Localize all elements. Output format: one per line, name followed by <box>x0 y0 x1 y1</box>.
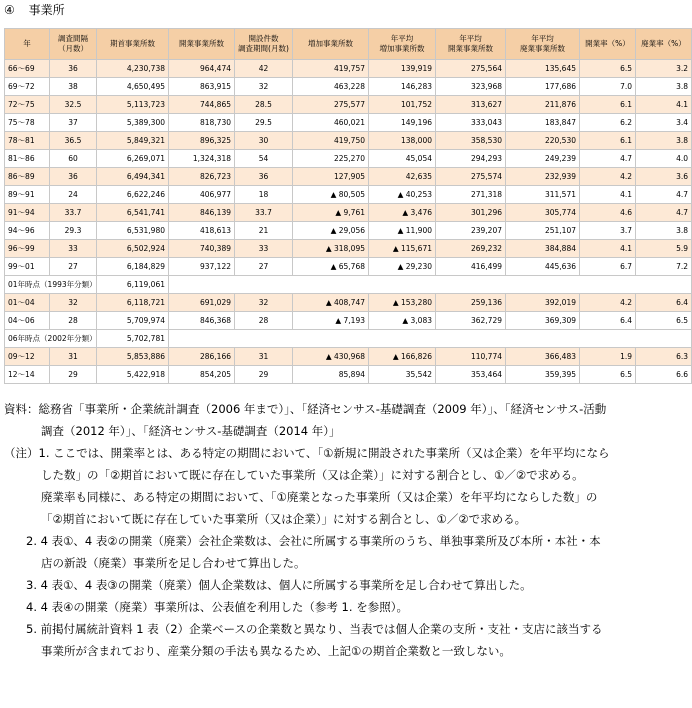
table-cell: 359,395 <box>506 366 580 384</box>
note-1-line-2: した数」の「②期首において既に存在していた事業所（又は企業）」に対する割合とし、①／②で求める。 <box>41 468 584 482</box>
table-cell: 135,645 <box>506 60 580 78</box>
table-cell: 35,542 <box>369 366 436 384</box>
table-cell: 4.1 <box>580 186 636 204</box>
table-cell: 826,723 <box>169 168 235 186</box>
table-row <box>5 294 692 312</box>
table-cell: 313,627 <box>436 96 506 114</box>
table-cell: 4.1 <box>580 240 636 258</box>
table-cell: 33 <box>50 240 97 258</box>
table-cell: 211,876 <box>506 96 580 114</box>
column-header: 開設件数 調査期間(月数) <box>235 29 293 60</box>
table-cell: 740,389 <box>169 240 235 258</box>
table-cell: 139,919 <box>369 60 436 78</box>
table-cell: 358,530 <box>436 132 506 150</box>
table-cell: 37 <box>50 114 97 132</box>
table-cell: 3.8 <box>636 132 692 150</box>
table-cell: 32 <box>235 294 293 312</box>
table-cell: 33 <box>235 240 293 258</box>
column-header: 年平均 廃業事業所数 <box>506 29 580 60</box>
section-label: 事業所 <box>28 3 65 17</box>
table-cell: 36 <box>235 168 293 186</box>
note-4: 4. 4 表④の開業（廃業）事業所は、公表値を利用した（参考 1. を参照）。 <box>26 600 408 614</box>
column-header: 増加事業所数 <box>293 29 369 60</box>
table-row <box>5 150 692 168</box>
note-value: 6,119,061 <box>97 276 169 294</box>
column-header: 開業率（%） <box>580 29 636 60</box>
table-cell: 4.6 <box>580 204 636 222</box>
table-cell: ▲ 153,280 <box>369 294 436 312</box>
table-row <box>5 114 692 132</box>
table-cell: 6,269,071 <box>97 150 169 168</box>
table-cell: 937,122 <box>169 258 235 276</box>
table-cell: 4.2 <box>580 294 636 312</box>
table-cell: 4,230,738 <box>97 60 169 78</box>
table-cell: ▲ 40,253 <box>369 186 436 204</box>
table-cell: 4.1 <box>636 96 692 114</box>
table-cell: 333,043 <box>436 114 506 132</box>
table-row <box>5 204 692 222</box>
table-cell: 406,977 <box>169 186 235 204</box>
table-cell: 6.7 <box>580 258 636 276</box>
table-cell: 5,389,300 <box>97 114 169 132</box>
table-cell: 460,021 <box>293 114 369 132</box>
table-cell: 04～06 <box>5 312 50 330</box>
column-header: 廃業率（%） <box>636 29 692 60</box>
table-cell: 4.7 <box>636 204 692 222</box>
table-cell: 6.6 <box>636 366 692 384</box>
table-row <box>5 132 692 150</box>
empty-cell <box>169 276 692 294</box>
table-cell: 220,530 <box>506 132 580 150</box>
table-cell: 54 <box>235 150 293 168</box>
table-cell: 127,905 <box>293 168 369 186</box>
table-cell: 1,324,318 <box>169 150 235 168</box>
table-cell: 94～96 <box>5 222 50 240</box>
table-cell: 275,574 <box>436 168 506 186</box>
table-row <box>5 168 692 186</box>
table-cell: 3.8 <box>636 222 692 240</box>
table-cell: 362,729 <box>436 312 506 330</box>
table-cell: 6.4 <box>580 312 636 330</box>
table-cell: 294,293 <box>436 150 506 168</box>
table-cell: 24 <box>50 186 97 204</box>
table-cell: 392,019 <box>506 294 580 312</box>
table-cell: 286,166 <box>169 348 235 366</box>
table-cell: ▲ 29,230 <box>369 258 436 276</box>
table-header-row <box>5 29 692 60</box>
table-cell: 275,577 <box>293 96 369 114</box>
table-cell: 7.0 <box>580 78 636 96</box>
table-cell: 846,368 <box>169 312 235 330</box>
table-cell: 28 <box>235 312 293 330</box>
table-cell: 232,939 <box>506 168 580 186</box>
table-row <box>5 240 692 258</box>
table-cell: 5,422,918 <box>97 366 169 384</box>
table-cell: 138,000 <box>369 132 436 150</box>
table-cell: 3.6 <box>636 168 692 186</box>
note-1-line-4: 「②期首において既に存在していた事業所（又は企業）」に対する割合とし、①／②で求める。 <box>41 512 527 526</box>
table-row <box>5 312 692 330</box>
table-cell: 6.5 <box>580 60 636 78</box>
table-cell: 4,650,495 <box>97 78 169 96</box>
table-cell: 964,474 <box>169 60 235 78</box>
table-cell: 818,730 <box>169 114 235 132</box>
table-cell: 86～89 <box>5 168 50 186</box>
table-cell: 30 <box>235 132 293 150</box>
table-cell: 416,499 <box>436 258 506 276</box>
table-cell: 249,239 <box>506 150 580 168</box>
table-cell: 6,541,741 <box>97 204 169 222</box>
table-cell: 353,464 <box>436 366 506 384</box>
table-cell: 32.5 <box>50 96 97 114</box>
table-cell: 31 <box>50 348 97 366</box>
table-cell: ▲ 65,768 <box>293 258 369 276</box>
table-cell: 4.7 <box>580 150 636 168</box>
table-cell: 5,853,886 <box>97 348 169 366</box>
table-cell: 418,613 <box>169 222 235 240</box>
table-cell: 78～81 <box>5 132 50 150</box>
table-cell: 6,622,246 <box>97 186 169 204</box>
table-cell: 744,865 <box>169 96 235 114</box>
table-cell: 32 <box>235 78 293 96</box>
classification-note-row <box>5 330 692 348</box>
table-cell: 896,325 <box>169 132 235 150</box>
table-cell: 275,564 <box>436 60 506 78</box>
table-cell: 69～72 <box>5 78 50 96</box>
table-cell: 269,232 <box>436 240 506 258</box>
column-header: 期首事業所数 <box>97 29 169 60</box>
table-cell: 36 <box>50 168 97 186</box>
section-title <box>4 0 65 20</box>
table-row <box>5 222 692 240</box>
table-cell: 85,894 <box>293 366 369 384</box>
table-cell: 6.1 <box>580 132 636 150</box>
table-cell: ▲ 11,900 <box>369 222 436 240</box>
table-cell: 09～12 <box>5 348 50 366</box>
table-cell: 42 <box>235 60 293 78</box>
table-cell: ▲ 7,193 <box>293 312 369 330</box>
table-cell: 419,750 <box>293 132 369 150</box>
table-cell: 91～94 <box>5 204 50 222</box>
table-cell: 110,774 <box>436 348 506 366</box>
table-cell: 323,968 <box>436 78 506 96</box>
table-cell: 6,502,924 <box>97 240 169 258</box>
table-cell: 27 <box>50 258 97 276</box>
table-cell: 4.2 <box>580 168 636 186</box>
table-cell: 6,184,829 <box>97 258 169 276</box>
table-cell: ▲ 115,671 <box>369 240 436 258</box>
table-cell: 42,635 <box>369 168 436 186</box>
column-header: 年 <box>5 29 50 60</box>
table-cell: 12～14 <box>5 366 50 384</box>
table-cell: 5,113,723 <box>97 96 169 114</box>
section-number: ④ <box>4 3 15 17</box>
table-cell: 21 <box>235 222 293 240</box>
note-5-line-1: 5. 前掲付属統計資料 1 表（2）企業ベースの企業数と異なり、当表では個人企業の支所・支社・支店に該当する <box>26 622 603 636</box>
table-cell: 89～91 <box>5 186 50 204</box>
column-header: 開業事業所数 <box>169 29 235 60</box>
table-cell: 3.2 <box>636 60 692 78</box>
establishment-statistics-table <box>4 28 692 384</box>
table-cell: 311,571 <box>506 186 580 204</box>
table-cell: 259,136 <box>436 294 506 312</box>
table-cell: 691,029 <box>169 294 235 312</box>
empty-cell <box>169 330 692 348</box>
table-cell: ▲ 29,056 <box>293 222 369 240</box>
note-label: 06年時点（2002年分類） <box>5 330 97 348</box>
note-3: 3. 4 表①、4 表③の開業（廃業）個人企業数は、個人に所属する事業所を足し合わせて算出した。 <box>26 578 532 592</box>
table-cell: 6.1 <box>580 96 636 114</box>
table-cell: 60 <box>50 150 97 168</box>
table-cell: 29.3 <box>50 222 97 240</box>
table-cell: 29.5 <box>235 114 293 132</box>
table-cell: 4.7 <box>636 186 692 204</box>
column-header: 年平均 開業事業所数 <box>436 29 506 60</box>
table-cell: 5,849,321 <box>97 132 169 150</box>
table-cell: 3.8 <box>636 78 692 96</box>
table-cell: 81～86 <box>5 150 50 168</box>
table-cell: 6.5 <box>636 312 692 330</box>
table-cell: 301,296 <box>436 204 506 222</box>
table-cell: 369,309 <box>506 312 580 330</box>
source-line-1: 資料：総務省「事業所・企業統計調査（2006 年まで）」、「経済センサス-基礎調査（2009 年）」、「経済センサス-活動 <box>4 402 607 416</box>
table-cell: 27 <box>235 258 293 276</box>
table-cell: 239,207 <box>436 222 506 240</box>
table-cell: 3.4 <box>636 114 692 132</box>
table-cell: 305,774 <box>506 204 580 222</box>
table-cell: 5,709,974 <box>97 312 169 330</box>
table-cell: 1.9 <box>580 348 636 366</box>
table-cell: 29 <box>50 366 97 384</box>
table-cell: 445,636 <box>506 258 580 276</box>
table-cell: 419,757 <box>293 60 369 78</box>
table-cell: 463,228 <box>293 78 369 96</box>
table-cell: 177,686 <box>506 78 580 96</box>
classification-note-row <box>5 276 692 294</box>
table-cell: ▲ 318,095 <box>293 240 369 258</box>
table-cell: 33.7 <box>235 204 293 222</box>
table-cell: 36.5 <box>50 132 97 150</box>
table-cell: 251,107 <box>506 222 580 240</box>
source-line-2: 調査（2012 年）」、「経済センサス-基礎調査（2014 年）」 <box>41 424 341 438</box>
note-1-line-3: 廃業率も同様に、ある特定の期間において、「①廃業となった事業所（又は企業）を年平均にならした数」の <box>41 490 598 504</box>
table-cell: 101,752 <box>369 96 436 114</box>
table-row <box>5 366 692 384</box>
table-cell: 6.5 <box>580 366 636 384</box>
table-cell: 31 <box>235 348 293 366</box>
table-cell: 384,884 <box>506 240 580 258</box>
table-cell: ▲ 3,476 <box>369 204 436 222</box>
table-cell: 33.7 <box>50 204 97 222</box>
table-cell: 146,283 <box>369 78 436 96</box>
notes-section <box>4 398 672 662</box>
table-cell: 72～75 <box>5 96 50 114</box>
table-cell: 6.2 <box>580 114 636 132</box>
table-cell: 66～69 <box>5 60 50 78</box>
table-cell: 28.5 <box>235 96 293 114</box>
table-cell: 6,531,980 <box>97 222 169 240</box>
table-row <box>5 78 692 96</box>
table-cell: 32 <box>50 294 97 312</box>
column-header: 年平均 増加事業所数 <box>369 29 436 60</box>
table-cell: 225,270 <box>293 150 369 168</box>
column-header: 調査間隔 （月数） <box>50 29 97 60</box>
table-cell: 6,494,341 <box>97 168 169 186</box>
note-2-line-2: 店の新設（廃業）事業所を足し合わせて算出した。 <box>41 556 306 570</box>
table-cell: 96～99 <box>5 240 50 258</box>
table-cell: 6,118,721 <box>97 294 169 312</box>
note-1-line-1: （注）1. ここでは、開業率とは、ある特定の期間において、「①新規に開設された事業所（又は企業）を年平均になら <box>4 446 610 460</box>
table-cell: ▲ 430,968 <box>293 348 369 366</box>
table-cell: 149,196 <box>369 114 436 132</box>
table-cell: ▲ 9,761 <box>293 204 369 222</box>
table-cell: 6.3 <box>636 348 692 366</box>
table-cell: 5.9 <box>636 240 692 258</box>
note-2-line-1: 2. 4 表①、4 表②の開業（廃業）会社企業数は、会社に所属する事業所のうち、単独事業所及び本所・本社・本 <box>26 534 601 548</box>
table-cell: 3.7 <box>580 222 636 240</box>
table-cell: 75～78 <box>5 114 50 132</box>
table-cell: ▲ 80,505 <box>293 186 369 204</box>
table-row <box>5 186 692 204</box>
note-value: 5,702,781 <box>97 330 169 348</box>
table-cell: 846,139 <box>169 204 235 222</box>
table-cell: 183,847 <box>506 114 580 132</box>
table-row <box>5 60 692 78</box>
table-body <box>5 60 692 384</box>
table-cell: 6.4 <box>636 294 692 312</box>
table-cell: 366,483 <box>506 348 580 366</box>
note-5-line-2: 事業所が含まれており、産業分類の手法も異なるため、上記①の期首企業数と一致しない。 <box>41 644 511 658</box>
table-cell: 01～04 <box>5 294 50 312</box>
table-cell: 863,915 <box>169 78 235 96</box>
table-cell: 29 <box>235 366 293 384</box>
table-cell: 36 <box>50 60 97 78</box>
note-label: 01年時点（1993年分類） <box>5 276 97 294</box>
table-row <box>5 258 692 276</box>
table-cell: 45,054 <box>369 150 436 168</box>
table-cell: 4.0 <box>636 150 692 168</box>
table-cell: 99～01 <box>5 258 50 276</box>
table-cell: ▲ 3,083 <box>369 312 436 330</box>
table-cell: ▲ 408,747 <box>293 294 369 312</box>
table-cell: 7.2 <box>636 258 692 276</box>
table-cell: 28 <box>50 312 97 330</box>
table-cell: 854,205 <box>169 366 235 384</box>
table-row <box>5 96 692 114</box>
table-row <box>5 348 692 366</box>
table-cell: 271,318 <box>436 186 506 204</box>
table-cell: ▲ 166,826 <box>369 348 436 366</box>
table-cell: 38 <box>50 78 97 96</box>
table-cell: 18 <box>235 186 293 204</box>
